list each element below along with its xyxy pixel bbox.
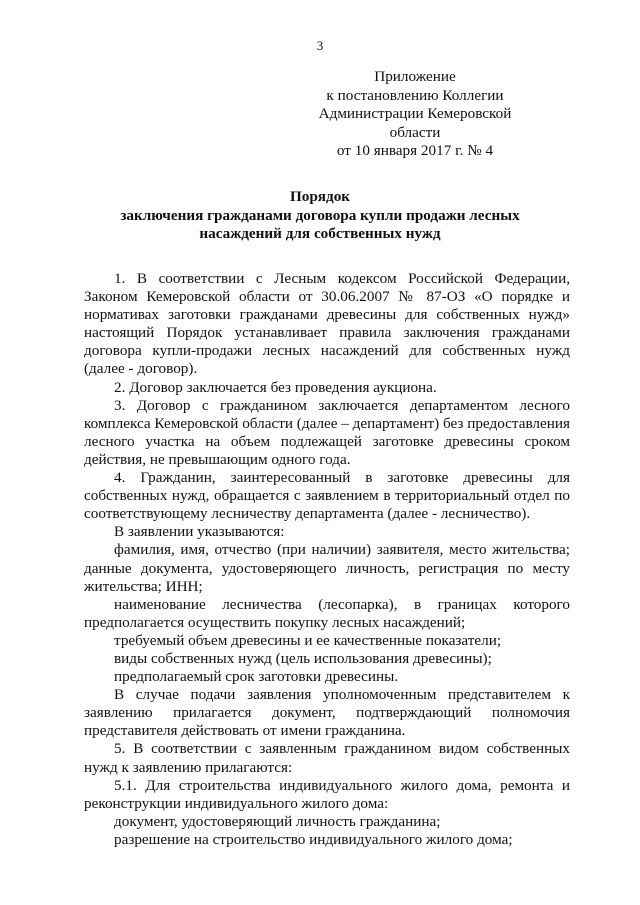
paragraph: наименование лесничества (лесопарка), в границах которого предполагается осуществить покупку лесных насаждений; xyxy=(84,595,570,631)
paragraph: 2. Договор заключается без проведения аукциона. xyxy=(114,378,437,396)
document-title xyxy=(90,188,550,244)
appendix-line: Администрации Кемеровской области xyxy=(318,105,512,141)
paragraph: 3. Договор с гражданином заключается департаментом лесного комплекса Кемеровской области (далее – департамент) без предоставления лесного участка на объем подлежащей заготовке древесины сроком действия, не превышающим одного года. xyxy=(84,396,570,468)
paragraph: 1. В соответствии с Лесным кодексом Российской Федерации, Законом Кемеровской области от 30.06.2007 № 87-ОЗ «О порядке и нормативах заготовки гражданами древесины для собственных нужд» настоящий Порядок устанавливает правила заключения гражданами договора купли-продажи лесных насаждений для собственных нужд (далее - договор). xyxy=(84,270,570,378)
paragraph: требуемый объем древесины и ее качественные показатели; xyxy=(114,631,502,649)
paragraph: 5.1. Для строительства индивидуального жилого дома, ремонта и реконструкции индивидуального жилого дома: xyxy=(84,776,570,812)
title-line: заключения гражданами договора купли продажи лесных xyxy=(120,206,520,224)
appendix-header xyxy=(300,68,530,161)
paragraph: виды собственных нужд (цель использования древесины); xyxy=(114,649,492,667)
appendix-line: к постановлению Коллегии xyxy=(326,86,504,104)
paragraph: 5. В соответствии с заявленным гражданином видом собственных нужд к заявлению прилагаются: xyxy=(84,740,570,776)
paragraph: документ, удостоверяющий личность гражданина; xyxy=(114,812,441,830)
paragraph: разрешение на строительство индивидуального жилого дома; xyxy=(114,830,513,848)
paragraph: В заявлении указываются: xyxy=(114,523,285,541)
appendix-line: Приложение xyxy=(374,68,456,85)
title-line: Порядок xyxy=(289,188,351,205)
appendix-line: от 10 января 2017 г. № 4 xyxy=(336,142,494,159)
document-body xyxy=(84,270,570,849)
paragraph: 4. Гражданин, заинтересованный в заготовке древесины для собственных нужд, обращается с заявлением в территориальный отдел по соответствующему лесничеству департамента (далее - лесничество). xyxy=(84,469,570,523)
paragraph: В случае подачи заявления уполномоченным представителем к заявлению прилагается документ, подтверждающий полномочия представителя действовать от имени гражданина. xyxy=(84,686,570,740)
page-number: 3 xyxy=(316,38,324,53)
title-line: насаждений для собственных нужд xyxy=(199,225,441,243)
paragraph: предполагаемый срок заготовки древесины. xyxy=(114,668,399,686)
paragraph: фамилия, имя, отчество (при наличии) заявителя, место жительства; данные документа, удостоверяющего личность, регистрация по месту жительства; ИНН; xyxy=(84,541,570,595)
